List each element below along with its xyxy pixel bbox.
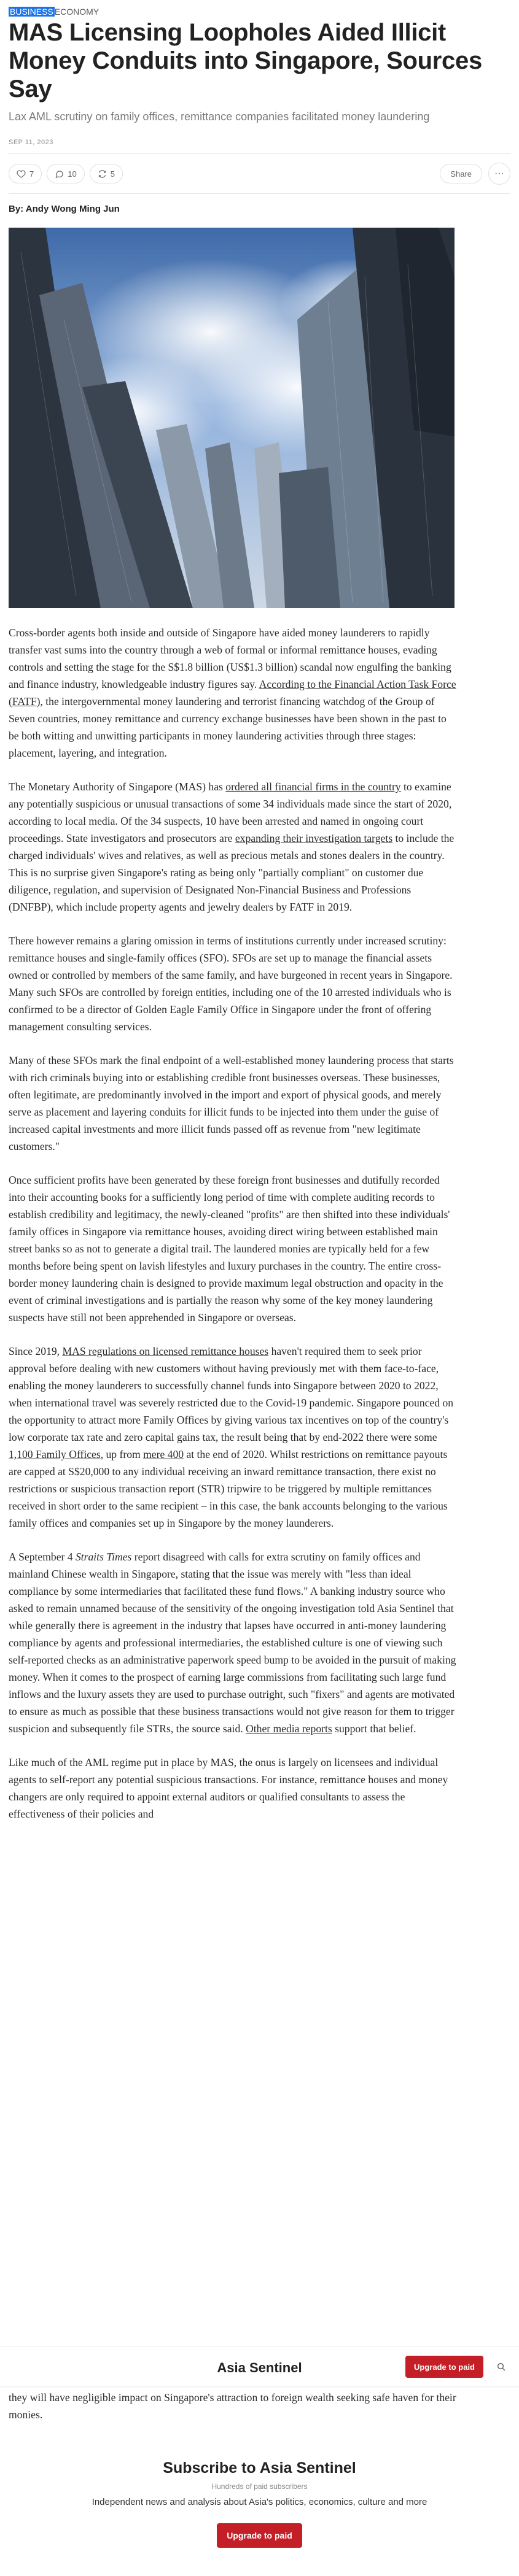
fatf-link[interactable]: According to the Financial Action Task Force (FATF): [9, 678, 456, 708]
paragraph-4: Many of these SFOs mark the final endpoint of a well-established money laundering process that starts with rich criminals buying into or establishing credible front businesses overseas. These businesses, often legitimate, are predominantly involved in the import and export of physical goods, and merely serve as placement and layering conduits for illicit funds to be injected into them under the guise of increased capital investments and more illicit funds passed off as revenue from "new legitimate customers.": [9, 1054, 454, 1152]
subscribe-description: Independent news and analysis about Asia's politics, economics, culture and more: [92, 2497, 427, 2507]
paragraph-3: There however remains a glaring omission in terms of institutions currently under increased scrutiny: remittance houses and single-family offices (SFO). SFOs are set up to manage the financial assets owned or controlled by members of the same family, and have burgeoned in recent years in Singapore. Many such SFOs are controlled by foreign entities, including one of the 10 arrested individuals who is confirmed to be a director of Golden Eagle Family Office in Singapore under the front of offering management consulting services.: [9, 935, 453, 1033]
comment-button[interactable]: [47, 164, 84, 183]
subscribe-upgrade-button[interactable]: Upgrade to paid: [217, 2523, 302, 2548]
tag-economy[interactable]: ECONOMY: [54, 7, 100, 17]
subscribe-section: [0, 2459, 519, 2548]
paragraph-2: The Monetary Authority of Singapore (MAS) has ordered all financial firms in the country to examine any potentially suspicious or unusual transactions of some 34 individuals made since the start of 2020, according to local media. Of the 34 suspects, 10 have been arrested and named in ongoing court proceedings. State investigators and prosecutors are expanding their investigation targets to include the charged individuals' wives and relatives, as well as precious metals and stones dealers in the country. This is no surprise given Singapore's rating as being only "partially compliant" on customer due diligence, regulation, and supervision of Designated Non-Financial Business and Professions (DNFBP), which include property agents and jewelry dealers by FATF in 2019.: [9, 781, 455, 913]
publication-name[interactable]: Asia Sentinel: [217, 2360, 302, 2375]
category-tags: [9, 6, 510, 17]
comment-icon: [55, 169, 64, 179]
skyscraper-photo: [9, 228, 455, 608]
sticky-header-bar: [0, 2346, 519, 2386]
heart-icon: [17, 169, 26, 179]
paywall-fade: [0, 2221, 519, 2344]
paragraph-8: Like much of the AML regime put in place by MAS, the onus is largely on licensees and individual agents to self-report any potential suspicious transactions. For instance, remittance houses and money changers are only required to appoint external auditors or qualified consultants to assess the effectiveness of their policies and: [9, 1756, 448, 1820]
byline: By: Andy Wong Ming Jun: [9, 204, 120, 214]
paragraph-5: Once sufficient profits have been generated by these foreign front businesses and dutifully recorded into their accounting books for a sufficiently long period of time with complete auditing records to establish credibility and legitimacy, the newly-cleaned "profits" are then shifted into these individuals' family offices in Singapore via remittance houses, avoiding direct wiring between established main street banks so as not to generate a digital trail. The laundered monies are typically held for a few months before being spent on lavish lifestyles and luxury purchases in the country. The entire cross-border money laundering chain is designed to provide maximum legal obstruction and opacity in the event of criminal investigations and is partially the reason why some of the key money laundering suspects have still not been apprehended in Singapore or overseas.: [9, 1174, 450, 1324]
action-bar-wrapper: [9, 153, 510, 194]
tag-business[interactable]: BUSINESS: [10, 7, 53, 17]
share-button[interactable]: Share: [440, 164, 482, 183]
paragraph-1: Cross-border agents both inside and outside of Singapore have aided money launderers to rapidly transfer vast sums into the country through a web of formal or informal remittance houses, evading controls and setting the stage for the S$1.8 billion (US$1.3 billion) scandal now engulfing the banking and finance industry, knowledgeable industry figures say. According to the Financial Action Task Force (FATF), the intergovernmental money laundering and terrorist financing watchdog of the Group of Seven countries, money remittance and currency exchange businesses have been shown in the past to be both witting and unwitting participants in money laundering activities through three stages: placement, layering, and integration.: [9, 627, 456, 759]
restack-icon: [98, 169, 107, 179]
investigation-targets-link[interactable]: expanding their investigation targets: [235, 832, 393, 844]
upgrade-to-paid-button[interactable]: Upgrade to paid: [405, 2356, 483, 2378]
mas-regulations-link[interactable]: MAS regulations on licensed remittance houses: [62, 1345, 269, 1357]
paragraph-tail: they will have negligible impact on Singapore's attraction to foreign wealth seeking safe haven for their monies.: [9, 2391, 456, 2421]
action-bar-bottom-divider: [9, 193, 510, 194]
like-count: 7: [29, 169, 34, 179]
financial-firms-link[interactable]: ordered all financial firms in the country: [225, 781, 401, 793]
search-icon: [496, 2362, 506, 2372]
subscribe-title: Subscribe to Asia Sentinel: [163, 2459, 356, 2477]
restack-count: 5: [110, 169, 115, 179]
restack-button[interactable]: [90, 164, 123, 183]
like-button[interactable]: [9, 164, 42, 183]
subscriber-count: Hundreds of paid subscribers: [211, 2482, 308, 2491]
more-options-button[interactable]: ···: [488, 163, 510, 185]
other-media-reports-link[interactable]: Other media reports: [246, 1722, 332, 1735]
paragraph-6: Since 2019, MAS regulations on licensed remittance houses haven't required them to seek prior approval before dealing with new customers without having previously met with them face-to-face, enabling the money launderers to successfully channel funds into Singapore between 2020 to 2022, when international travel was severely restricted due to the Covid-19 pandemic. Singapore pounced on the opportunity to attract more Family Offices by giving various tax incentives on top of the country's low corporate tax rate and zero capital gains tax, the result being that by end-2022 there were some 1,100 Family Offices, up from mere 400 at the end of 2020. Whilst restrictions on remittance payouts are capped at S$20,000 to any individual receiving an inward remittance transaction, there exist no restrictions or suspicious transaction report (STR) tripwire to be triggered by multiple remittances received in short order to the same recipient – in this case, the bank accounts belonging to the various family offices and companies set up in Singapore by the money launderers.: [9, 1345, 454, 1529]
action-bar: [9, 154, 510, 193]
search-button[interactable]: [492, 2358, 510, 2376]
publish-date: SEP 11, 2023: [9, 139, 53, 146]
article-title: MAS Licensing Loopholes Aided Illicit Money Conduits into Singapore, Sources Say: [9, 19, 482, 102]
mere-400-link[interactable]: mere 400: [143, 1448, 184, 1460]
article-body: [9, 624, 457, 1822]
comment-count: 10: [68, 169, 77, 179]
paragraph-7: A September 4 Straits Times report disagreed with calls for extra scrutiny on family offices and mainland Chinese wealth in Singapore, stating that the issue was merely with "less than ideal compliance by some intermediaries that facilitated these fund flows." A banking industry source who asked to remain unnamed because of the sensitivity of the ongoing investigation told Asia Sentinel that while generally there is agreement in the industry that lapses have occurred in anti-money laundering compliance by agents and professional intermediaries, the established culture is one of viewing such self-reported checks as an administrative paperwork speed bump to be avoided in the pursuit of making money. When it comes to the prospect of earning large commissions from facilitating such large fund inflows and the luxury assets they are used to purchase outright, such "fixers" and agents are motivated to ensure as much as possible that these business transactions would not give reason for them to trigger suspicion and subsequently file STRs, the source said. Other media reports support that belief.: [9, 1551, 456, 1735]
family-offices-link[interactable]: 1,100 Family Offices: [9, 1448, 101, 1460]
hero-image[interactable]: [9, 228, 455, 608]
article-subtitle: Lax AML scrutiny on family offices, remittance companies facilitated money laundering: [9, 110, 430, 123]
